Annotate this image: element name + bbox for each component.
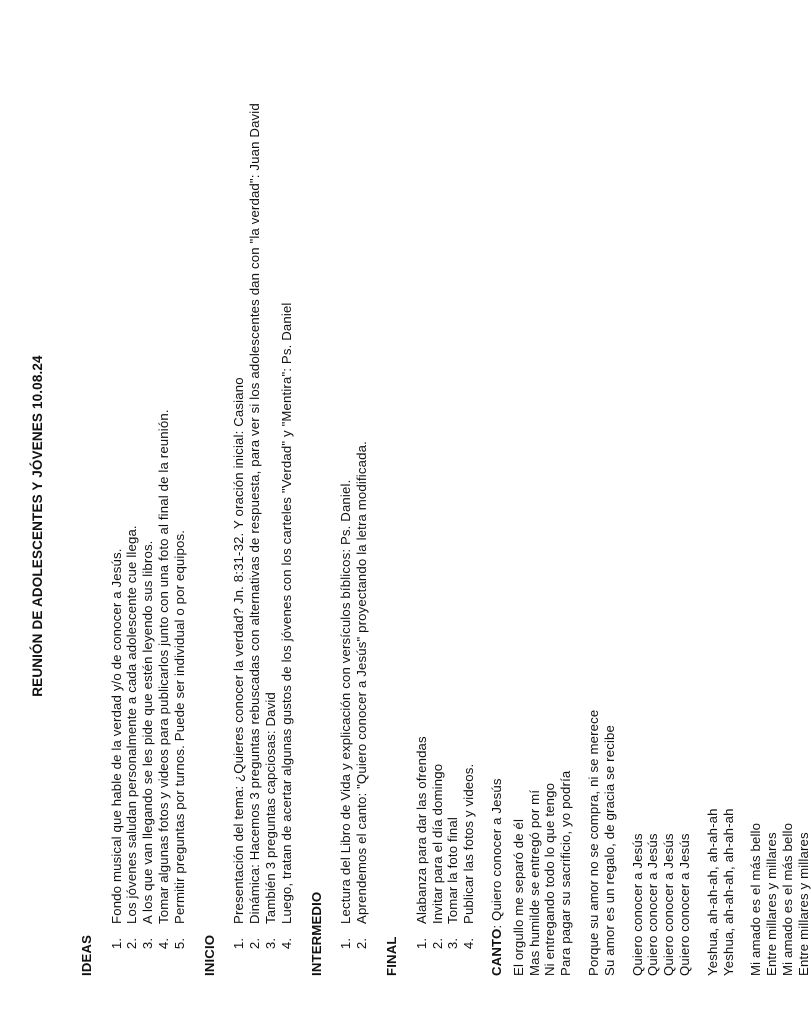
song-line: Entre millares y millares (795, 832, 811, 976)
song-name: : Quiero conocer a Jesús (488, 778, 504, 929)
ideas-list (109, 36, 188, 976)
final-list (414, 36, 477, 976)
list-item: 3. A los que van llegando se les pide que estén leyendo sus libros. (140, 36, 156, 934)
song-line: Para pagar su sacrificio, yo podría (558, 770, 574, 976)
song-line: Quiero conocer a Jesús (645, 833, 661, 976)
song-stanza (748, 36, 811, 976)
song-line: Porque su amor no se compra, ni se merece (585, 709, 601, 976)
list-item: 1. Fondo musical que hable de la verdad y/o de conocer a Jesús. (109, 36, 125, 934)
section-heading-inicio: INICIO (201, 934, 217, 976)
song-stanza (511, 36, 574, 976)
song-line: Yeshua, ah-ah-ah, ah-ah-ah (704, 808, 720, 976)
song-line: Mas humilde se entregó por mí (526, 789, 542, 976)
list-item: 1. Presentación del tema: ¿Quieres conocer la verdad? Jn. 8:31-32. Y oración inicial: Casiano (231, 36, 247, 934)
list-item: 3. También 3 preguntas capciosas: David (263, 36, 279, 934)
section-heading-intermedio: INTERMEDIO (308, 891, 324, 976)
song-line: Mi amado es el más bello (779, 822, 795, 976)
list-item: 2. Dinámica: Hacemos 3 preguntas rebuscadas con alternativas de respuesta, para ver si los adolescentes dan con "la verdad": Juan David (247, 36, 263, 934)
song-line: Quiero conocer a Jesús (676, 833, 692, 976)
section-heading-final: FINAL (383, 936, 399, 976)
song-line: Mi amado es el más bello (748, 822, 764, 976)
list-item: 4. Luego, tratan de acertar algunas gustos de los jóvenes con los carteles "Verdad" y "Mentira": Ps. Daniel (279, 36, 295, 934)
document-content (30, 36, 811, 976)
inicio-list (231, 36, 294, 976)
song-line: Yeshua, ah-ah-ah, ah-ah-ah (720, 808, 736, 976)
list-item: 5. Permitir preguntas por turnos. Puede ser individual o por equipos. (172, 36, 188, 934)
section-heading-ideas: IDEAS (78, 934, 94, 976)
song-stanza (630, 36, 693, 976)
song-line: El orgullo me separó de él (510, 818, 526, 976)
document-title: REUNIÓN DE ADOLESCENTES Y JÓVENES 10.08.24 (30, 355, 45, 697)
song-stanza (705, 36, 737, 976)
song-stanza (586, 36, 618, 976)
list-item: 2. Invitar para el día domingo (430, 36, 446, 934)
intermedio-list (338, 36, 370, 976)
list-item: 2. Los jóvenes saludan personalmente a cada adolescente cue llega. (124, 36, 140, 934)
song-label: CANTO (488, 928, 504, 976)
song-line: Quiero conocer a Jesús (629, 833, 645, 976)
list-item: 1. Alabanza para dar las ofrendas (414, 36, 430, 934)
song-line: Su amor es un regalo, de gracia se recibe (601, 725, 617, 976)
song-title (489, 36, 505, 976)
list-item: 2. Aprendemos el canto: "Quiero conocer a Jesús" proyectando la letra modificada. (354, 36, 370, 934)
song-line: Quiero conocer a Jesús (661, 833, 677, 976)
list-item: 3. Tomar la foto final (445, 36, 461, 934)
list-item: 4. Tomar algunas fotos y videos para publicarlos junto con una foto al final de la reunión. (156, 36, 172, 934)
song-line: Entre millares y millares (764, 832, 780, 976)
list-item: 1. Lectura del Libro de Vida y explicación con versículos bíblicos: Ps. Daniel. (338, 36, 354, 934)
list-item: 4. Publicar las fotos y videos. (461, 36, 477, 934)
song-line: Ni entregando todo lo que tengo (542, 782, 558, 976)
song-block (489, 36, 811, 976)
